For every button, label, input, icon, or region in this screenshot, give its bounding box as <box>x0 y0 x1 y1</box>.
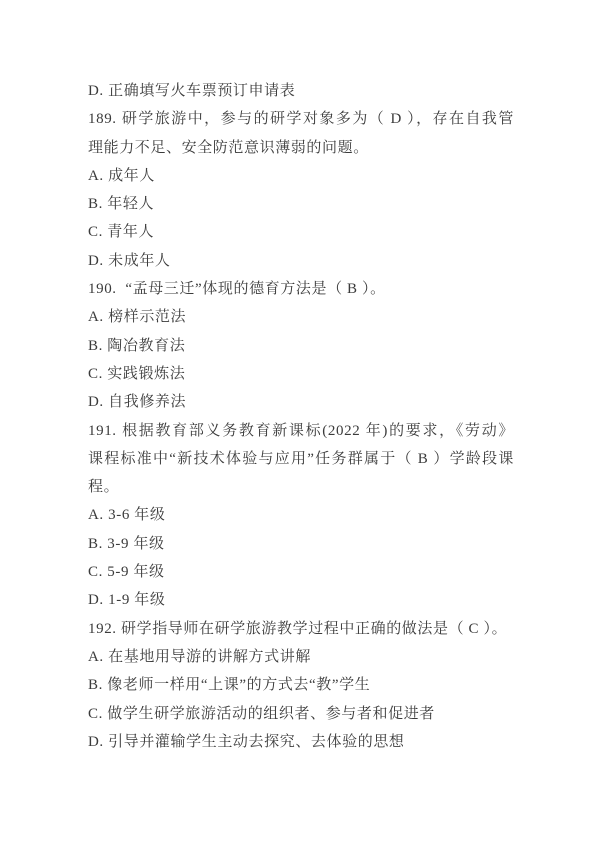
question-189-stem-line-1: 189. 研学旅游中，参与的研学对象多为（ D ），存在自我管 <box>88 111 514 128</box>
question-text-block <box>88 77 514 756</box>
question-192-stem-line-1: 192. 研学指导师在研学旅游教学过程中正确的做法是（ C ）。 <box>88 620 508 637</box>
question-189-option-c: C. 青年人 <box>88 224 155 241</box>
question-191-stem-line-1: 191. 根据教育部义务教育新课标(2022 年)的要求，《劳动》 <box>88 422 514 439</box>
question-190-option-b: B. 陶冶教育法 <box>88 337 186 354</box>
question-192-option-a: A. 在基地用导游的讲解方式讲解 <box>88 648 311 665</box>
question-190-stem-line-1: 190. “孟母三迁”体现的德育方法是（ B ）。 <box>88 281 386 298</box>
question-191-option-a: A. 3-6 年级 <box>88 507 166 524</box>
question-190-option-c: C. 实践锻炼法 <box>88 365 186 382</box>
question-191-stem-line-3: 程。 <box>88 479 120 496</box>
question-191-option-d: D. 1-9 年级 <box>88 592 166 609</box>
question-189-option-b: B. 年轻人 <box>88 196 155 213</box>
question-191-option-c: C. 5-9 年级 <box>88 564 165 581</box>
question-190-option-a: A. 榜样示范法 <box>88 309 187 326</box>
question-191-option-b: B. 3-9 年级 <box>88 535 165 552</box>
question-189-option-d: D. 未成年人 <box>88 252 171 269</box>
question-191-stem-line-2: 课程标准中“新技术体验与应用”任务群属于（ B ）学龄段课 <box>88 450 514 467</box>
prev-question-option-d: D. 正确填写火车票预订申请表 <box>88 83 296 99</box>
question-192-option-b: B. 像老师一样用“上课”的方式去“教”学生 <box>88 677 371 694</box>
question-189-option-a: A. 成年人 <box>88 167 155 184</box>
question-189-stem-line-2: 理能力不足、安全防范意识薄弱的问题。 <box>88 139 369 156</box>
question-192-option-d: D. 引导并灌输学生主动去探究、去体验的思想 <box>88 733 405 750</box>
question-190-option-d: D. 自我修养法 <box>88 394 187 411</box>
question-192-option-c: C. 做学生研学旅游活动的组织者、参与者和促进者 <box>88 705 435 722</box>
